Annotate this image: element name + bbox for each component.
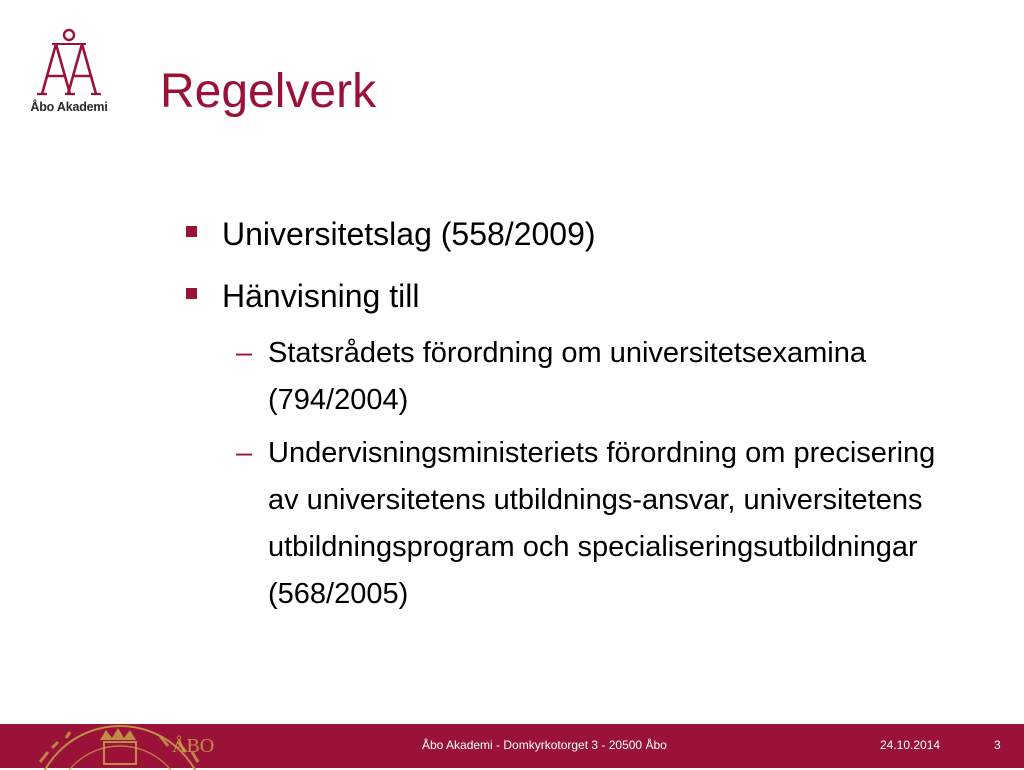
subbullet-item <box>236 330 964 424</box>
slide-content <box>184 212 964 624</box>
dash-bullet-icon: – <box>236 437 253 469</box>
bullet-item <box>184 274 964 318</box>
page-number: 3 <box>994 738 1001 752</box>
subbullet-item <box>236 430 964 618</box>
subbullet-text: Undervisningsministeriets förordning om precisering av universitetens utbildnings-ansvar, universitetens utbildningsprogram och specialiseringsutbildningar (568/2005) <box>268 437 936 610</box>
dash-bullet-icon: – <box>236 337 253 369</box>
square-bullet-icon <box>186 226 197 237</box>
footer-date: 24.10.2014 <box>880 738 941 752</box>
subbullet-text: Statsrådets förordning om universitetsexamina (794/2004) <box>268 337 867 416</box>
footer-bar <box>0 724 1024 768</box>
bullet-text: Universitetslag (558/2009) <box>222 216 596 252</box>
abo-akademi-logo-icon <box>24 26 114 122</box>
bullet-text: Hänvisning till <box>222 278 420 314</box>
slide-title: Regelverk <box>160 65 377 118</box>
square-bullet-icon <box>186 288 197 299</box>
subbullet-list <box>184 330 964 618</box>
university-seal-icon <box>30 722 215 770</box>
logo-mark-icon <box>24 26 114 100</box>
seal-text: ÅBO <box>172 735 215 757</box>
footer-address: Åbo Akademi - Domkyrkotorget 3 - 20500 Åbo <box>422 738 667 752</box>
bullet-item <box>184 212 964 256</box>
logo-text: Åbo Akademi <box>30 100 108 114</box>
